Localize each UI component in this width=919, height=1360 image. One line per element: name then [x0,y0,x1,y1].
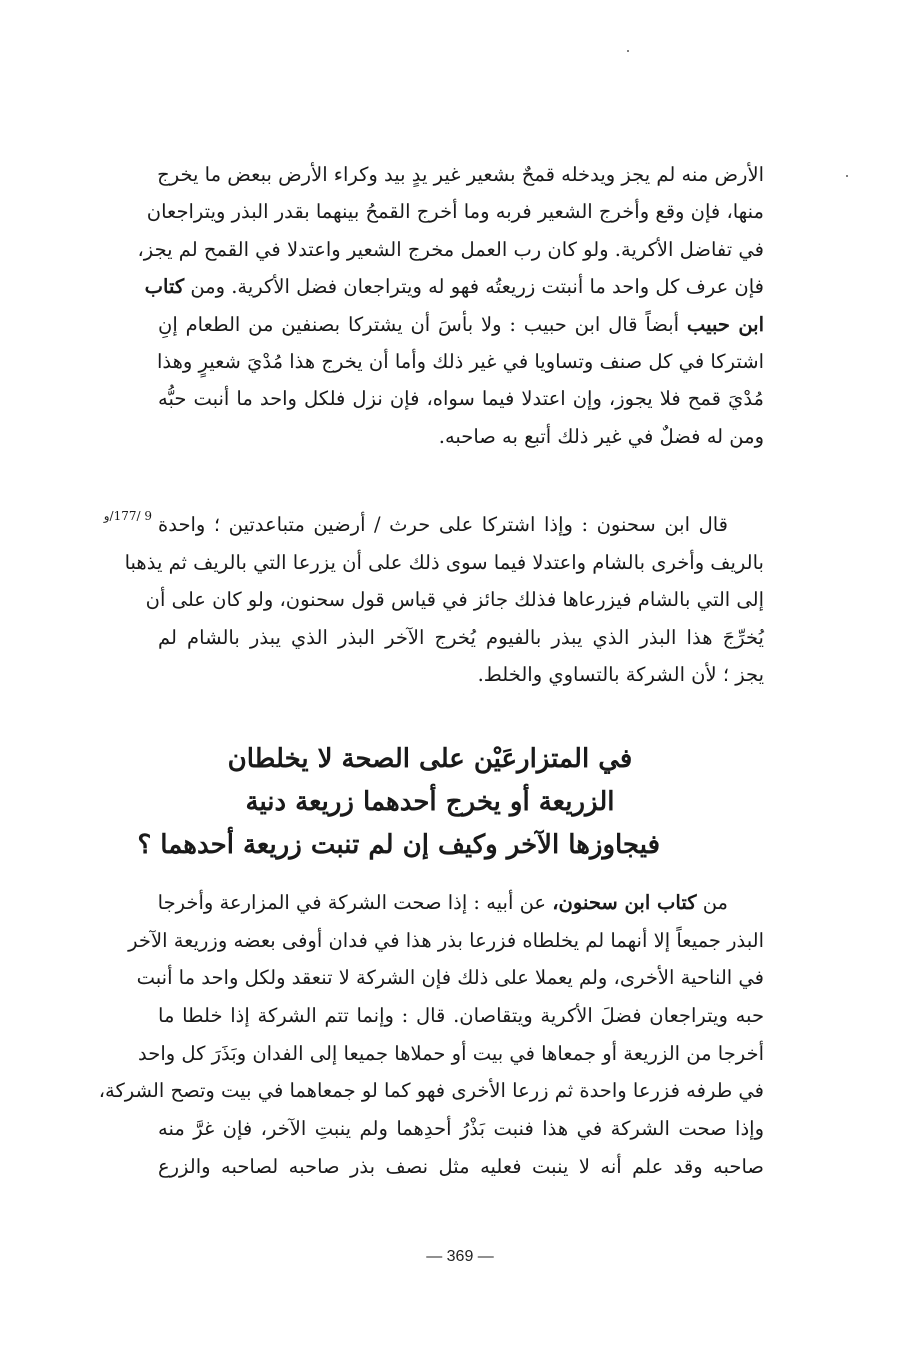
text-line: اشتركا في كل صنف وتساويا في غير ذلك وأما أن يخرج هذا مُدْيَ شعيرٍ وهذا [156,349,764,373]
text-line: أخرجا من الزريعة أو جمعاها في بيت أو حملاها جميعا إلى الفدان وبَذَرَ كل واحد [138,1041,764,1065]
text-line: الأرض منه لم يجز ويدخله قمحٌ بشعير غير يدٍ بيد وكراء الأرض ببعض ما يخرج [157,163,764,186]
text-line [158,306,764,343]
text-line-fragment: أبضاً قال ابن حبيب : ولا بأسَ أن يشتركا بصنفين من الطعام إنِ [158,312,680,336]
paragraph-1 [137,156,765,455]
text-line [144,268,764,305]
text-line: البذر جميعاً إلا أنهما لم يخلطاه فزرعا بذر هذا في فدان أوفى بعضه وزريعة الآخر [128,928,764,952]
text-line [158,884,764,922]
text-line: صاحبه وقد علم أنه لا ينبت فعليه مثل نصف بذر صاحبه لصاحبه والزرع [158,1154,764,1178]
heading-line: في المتزارعَيْن على الصحة لا يخلطان [227,744,633,774]
text-line: في تفاضل الأكرية. ولو كان رب العمل مخرج الشعير واعتدلا في القمح لم يجز، [137,237,764,261]
text-line-fragment: عن أبيه : إذا صحت الشركة في المزارعة وأخرجا [157,891,547,914]
paragraph-3 [98,884,764,1186]
text-line: في الناحية الأخرى، ولم يعملا على ذلك فإن الشركة لا تنعقد ولكل واحد ما أنبت [136,966,764,990]
text-line: حبه ويتراجعان فضلَ الأكرية ويتقاصان. قال : وإنما تتم الشركة إذا خلطا ما [158,1004,764,1028]
text-line-fragment: فإن عرف كل واحد ما أنبتت زريعتُه فهو له ويتراجعان فضل الأكرية. ومن [190,275,764,299]
manuscript-folio-reference: 9 /177/و [103,509,152,523]
text-line: مُدْيَ قمح فلا يجوز، وإن اعتدلا فيما سواه، فإن نزل فلكل واحد ما أنبت حبُّه [158,387,764,411]
text-line: يجز ؛ لأن الشركة بالتساوي والخلط. [477,663,764,687]
text-line: وإذا صحت الشركة في هذا فنبت بَذْرُ أحدِهما ولم ينبتِ الآخر، فإن غرَّ منه [158,1117,764,1141]
text-line: منها، فإن وقع وأخرج الشعير فربه وما أخرج القمحُ بينهما بقدر البذر ويتراجعان [146,200,764,224]
text-line: في طرفه فزرعا واحدة ثم زرعا الأخرى فهو كما لو جمعاهما في بيت وتصح الشركة، [98,1079,764,1103]
heading-line: الزريعة أو يخرج أحدهما زريعة دنية [245,787,615,817]
book-title-bold: كتاب ابن سحنون، [552,891,697,914]
book-title-bold: ابن حبيب [686,312,765,336]
ink-speck [846,175,848,177]
text-line: قال ابن سحنون : وإذا اشتركا على حرث / أرضين متباعدتين ؛ واحدة [158,513,728,536]
text-line-fragment: من [702,891,728,914]
text-line: بالريف وأخرى بالشام واعتدلا فيما سوى ذلك على أن يزرعا التي بالريف ثم يذهبا [124,550,764,574]
page-number: — 369 — [426,1248,494,1265]
text-line: يُخرِّجَ هذا البذر الذي يبذر بالفيوم يُخرج الآخر البذر الذي يبذر بالشام لم [158,625,764,649]
heading-line: فيجاوزها الآخر وكيف إن لم تنبت زريعة أحدهما ؟ [137,830,660,860]
text-line: ومن له فضلٌ في غير ذلك أتبع به صاحبه. [438,424,764,448]
section-heading [137,738,660,867]
text-line: إلى التي بالشام فيزرعاها فذلك جائز في قياس قول سحنون، ولو كان على أن [145,588,764,612]
book-title-bold: كتاب [144,275,185,299]
ink-speck [627,50,629,52]
